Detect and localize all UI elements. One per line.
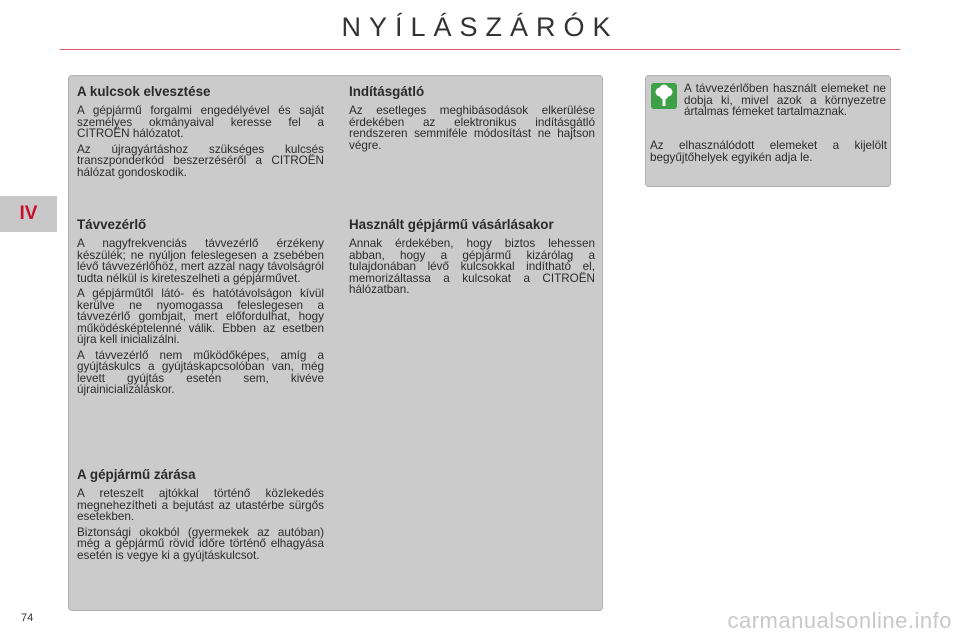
paragraph: A nagyfrekvenciás távvezérlő érzékeny készülék; ne nyúljon feleslegesen a zsebében lévő távvezérlőhöz, mert azzal nagy távolságról tudta nélkül is kireteszelheti a gépjárművet.	[77, 237, 324, 285]
section-vehicle-locking	[77, 467, 324, 565]
chapter-tab[interactable]: IV	[0, 196, 57, 232]
paragraph: A gépjármű forgalmi engedélyével és saját személyes okmányaival keresse fel a CITROËN hálózatot.	[77, 104, 324, 140]
section-heading: Használt gépjármű vásárlásakor	[349, 217, 554, 232]
section-remote-control	[77, 217, 324, 400]
page-number: 74	[21, 612, 34, 624]
section-heading: Távvezérlő	[77, 217, 147, 232]
section-lost-keys	[77, 84, 324, 182]
paragraph: A reteszelt ajtókkal történő közlekedés megnehezítheti a bejutást az utastérbe sürgős esetekben.	[77, 487, 324, 523]
title-divider	[60, 49, 900, 50]
section-used-vehicle	[349, 217, 595, 300]
section-immobiliser	[349, 84, 595, 155]
eco-note-text: A távvezérlőben használt elemeket ne dobja ki, mivel azok a környezetre ártalmas fémeket tartalmaznak.	[684, 82, 886, 118]
paragraph: Az esetleges meghibásodások elkerülése érdekében az elektronikus indításgátló rendszeren semmiféle módosítást ne hajtson végre.	[349, 104, 595, 152]
section-heading: A kulcsok elvesztése	[77, 84, 211, 99]
eco-note-panel	[645, 75, 891, 187]
eco-note-text-disposal: Az elhasználódott elemeket a kijelölt begyűjtőhelyek egyikén adja le.	[650, 139, 887, 164]
paragraph: A gépjárműtől látó- és hatótávolságon kívül kerülve ne nyomogassa feleslegesen a távvezérlő gombjait, mert előfordulhat, hogy működésképtelenné válik. Ebben az esetben újra kell inicializálni.	[77, 287, 324, 346]
paragraph: Annak érdekében, hogy biztos lehessen abban, hogy a gépjármű kizárólag a tulajdonában lévő kulcsokkal indítható el, memorizáltassa a kulcsokat a CITROËN hálózatban.	[349, 237, 595, 296]
section-heading: Indításgátló	[349, 84, 425, 99]
page-title: NYÍLÁSZÁRÓK	[341, 12, 619, 42]
leaf-tree-icon	[651, 83, 677, 109]
paragraph: Biztonsági okokból (gyermekek az autóban) még a gépjármű rövid időre történő elhagyása esetén is vegye ki a gyújtáskulcsot.	[77, 525, 324, 562]
section-heading: A gépjármű zárása	[77, 467, 196, 482]
main-panel	[68, 75, 603, 611]
paragraph: Az újragyártáshoz szükséges kulcsés transzponderkód beszerzéséről a CITROËN hálózat gondoskodik.	[77, 142, 324, 179]
paragraph: A távvezérlő nem működőképes, amíg a gyújtáskulcs a gyújtáskapcsolóban van, még levett gyújtás esetén sem, kivéve újrainicializáláskor.	[77, 348, 324, 396]
watermark: carmanualsonline.info	[727, 608, 952, 633]
